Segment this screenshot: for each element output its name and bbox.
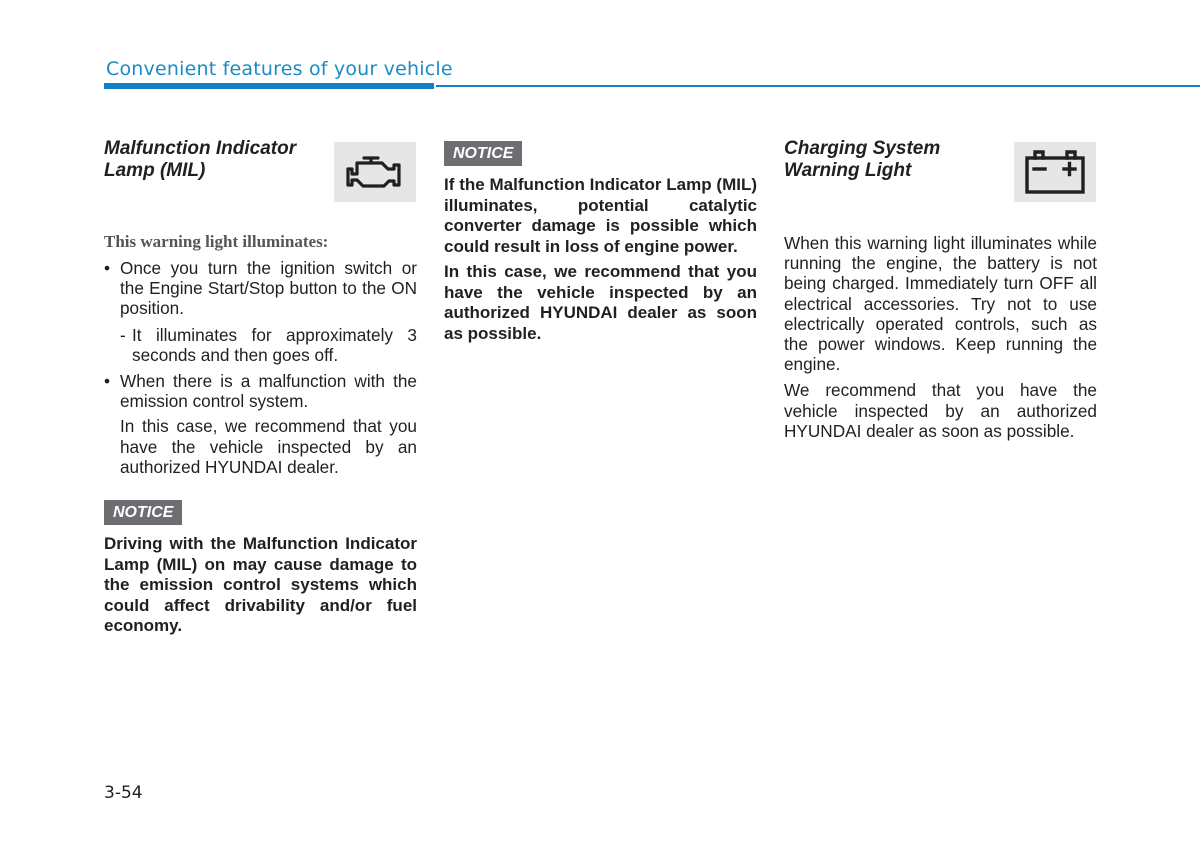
page-number: 3-54 (104, 783, 143, 803)
mil-title-line2: Lamp (MIL) (104, 160, 206, 181)
mil-bullet-1: • Once you turn the ignition switch or the Engine Start/Stop button to the ON position. (104, 258, 417, 319)
mil-bullet-2: • When there is a malfunction with the emission control system. (104, 371, 417, 411)
section-header-title: Convenient features of your vehicle (106, 58, 453, 80)
notice-text-1: Driving with the Malfunction Indicator Lamp (MIL) on may cause damage to the emission control systems which could affect drivability and/or fuel economy. (104, 534, 417, 636)
charging-para-1: When this warning light illuminates while running the engine, the battery is not being charged. Immediately turn OFF all electrical accessories. Try not to use electrically operated controls, such as the power windows. Keep running the engine. (784, 233, 1097, 375)
notice-badge-2: NOTICE (444, 141, 522, 166)
header-rule-thin (436, 85, 1200, 87)
engine-check-icon (334, 142, 416, 202)
notice-section (444, 141, 757, 344)
battery-icon (1014, 142, 1096, 202)
charging-title-line1: Charging System (784, 138, 941, 159)
header-rule-thick (104, 83, 434, 89)
notice-text-2-para1: If the Malfunction Indicator Lamp (MIL) illuminates, potential catalytic converter damage is possible which could result in loss of engine power. (444, 175, 757, 256)
notice-badge-1: NOTICE (104, 500, 182, 525)
mil-title-line1: Malfunction Indicator (104, 138, 297, 159)
charging-para-2: We recommend that you have the vehicle inspected by an authorized HYUNDAI dealer as soon as possible. (784, 380, 1097, 441)
mil-bullet-1-sub: - It illuminates for approximately 3 seconds and then goes off. (104, 325, 417, 365)
charging-section (784, 138, 1097, 441)
notice-text-2-para2: In this case, we recommend that you have the vehicle inspected by an authorized HYUNDAI dealer as soon as possible. (444, 262, 757, 343)
mil-section (104, 138, 417, 637)
mil-subheading: This warning light illuminates: (104, 232, 329, 251)
mil-bullet-2-note: In this case, we recommend that you have the vehicle inspected by an authorized HYUNDAI dealer. (120, 416, 417, 477)
charging-title-line2: Warning Light (784, 160, 912, 181)
